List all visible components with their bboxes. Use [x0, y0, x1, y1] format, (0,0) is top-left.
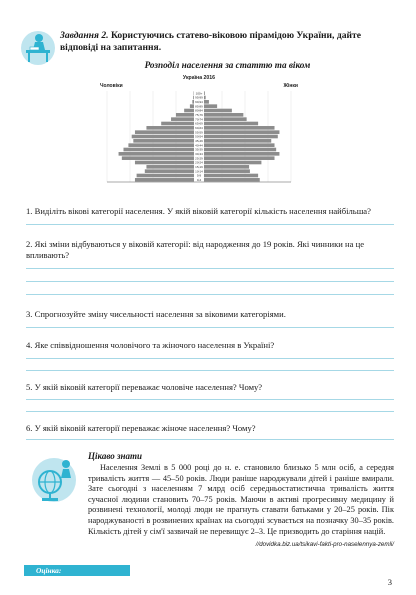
answer-line[interactable]	[26, 327, 394, 328]
age-group-label: 55-59	[195, 130, 203, 135]
bar-female-65-69	[204, 122, 258, 126]
bar-female-30-34	[204, 152, 279, 156]
bar-male-20-24	[135, 161, 194, 165]
bar-female-85-89	[204, 104, 217, 108]
age-group-label: 20-24	[195, 160, 203, 165]
age-group-label: 5-9	[196, 173, 202, 178]
age-group-label: 15-19	[195, 165, 203, 170]
age-group-label: 65-69	[195, 121, 203, 126]
pyramid-left-label: Чоловіки	[100, 83, 123, 89]
answer-line[interactable]	[26, 294, 394, 295]
bar-female-75-79	[204, 113, 243, 117]
bar-female-10-14	[204, 169, 250, 173]
age-group-label: 85-89	[195, 104, 203, 109]
bar-female-50-54	[204, 135, 278, 139]
age-group-label: 75-79	[195, 113, 203, 118]
question-3: 3. Спрогнозуйте зміну чисельності населення за віковими категоріями.	[26, 309, 286, 319]
bar-male-15-19	[146, 165, 194, 169]
bar-female-15-19	[204, 165, 249, 169]
pyramid-title: Україна 2016	[182, 75, 216, 81]
bar-female-45-49	[204, 139, 271, 143]
answer-line[interactable]	[26, 411, 394, 412]
interesting-heading: Цікаво знати	[88, 451, 143, 461]
population-pyramid-chart	[94, 72, 304, 194]
pyramid-svg	[94, 72, 304, 194]
question-4: 4. Яке співвідношення чоловічого та жіночого населення в Україні?	[26, 340, 275, 350]
age-group-label: 70-74	[195, 117, 203, 122]
bar-male-85-89	[190, 104, 194, 108]
bar-male-90-94	[192, 100, 194, 104]
answer-line[interactable]	[26, 268, 394, 269]
bar-male-60-64	[146, 126, 194, 130]
answer-line[interactable]	[26, 281, 394, 282]
age-group-label: 35-39	[195, 147, 203, 152]
bar-female-90-94	[204, 100, 209, 104]
bar-male-30-34	[119, 152, 194, 156]
age-group-label: 10-14	[195, 169, 203, 174]
bar-female-5-9	[204, 174, 258, 178]
bar-male-35-39	[123, 148, 194, 152]
age-group-label: 40-44	[195, 143, 203, 148]
grade-label: Оцінка:	[24, 565, 130, 576]
bar-male-75-79	[176, 113, 194, 117]
interesting-body: Населення Землі в 5 000 році до н. е. становило близько 5 млн осіб, а середня тривалість життя — 45–50 років. Люди раніше народжували дітей і раніше вмирали. Зате сьогодні з населенням 7 млрд осіб середньостатистична тривалість життя сучасної людини становить 70–75 років. Маючи в активі прогресивну медицину й розвинені технології, молоді люди не прагнуть ставати батьками у 20–25 років. Пік народжуваності в розвинених країнах на сьогодні зсувається на позначку 30–35 років. Кількість дітей у сім'ї зазвичай не перевищує 2–3. Це призводить до старіння націй.	[88, 463, 394, 536]
age-group-label: 45-49	[195, 139, 203, 144]
bar-female-0-4	[204, 178, 260, 182]
age-group-label: 25-29	[195, 156, 203, 161]
question-2: 2. Які зміни відбуваються у віковій категорії: від народження до 19 років. Які чинники на це впливають?	[26, 239, 365, 260]
bar-female-35-39	[204, 148, 276, 152]
age-group-label: 60-64	[195, 126, 203, 131]
age-group-label: 80-84	[195, 108, 203, 113]
source-link[interactable]: //dovidka.biz.ua/tsikavi-fakti-pro-naselennya-zemli/	[255, 541, 394, 548]
bar-male-50-54	[132, 135, 194, 139]
bar-female-70-74	[204, 117, 247, 121]
student-with-globe-icon	[30, 452, 78, 504]
bar-male-65-69	[161, 122, 194, 126]
answer-line[interactable]	[26, 439, 394, 440]
bar-male-10-14	[145, 169, 194, 173]
bar-female-55-59	[204, 130, 279, 134]
question-5: 5. У якій віковій категорії переважає чоловіче населення? Чому?	[26, 382, 263, 392]
chart-caption: Розподіл населення за статтю та віком	[144, 60, 311, 70]
bar-male-95-99	[193, 96, 194, 100]
bar-male-80-84	[184, 109, 194, 113]
task-number: Завдання 2.	[60, 30, 109, 41]
bar-female-40-44	[204, 143, 275, 147]
age-group-label: 50-54	[195, 134, 203, 139]
age-group-label: 0-4	[196, 178, 202, 183]
bar-female-100+	[204, 91, 205, 95]
bar-male-40-44	[128, 143, 194, 147]
task-text: Користуючись статево-віковою пірамідою України, дайте відповіді на запитання.	[60, 30, 361, 53]
answer-line[interactable]	[26, 370, 394, 371]
bar-female-80-84	[204, 109, 232, 113]
age-group-label: 30-34	[195, 152, 203, 157]
bar-female-20-24	[204, 161, 261, 165]
answer-line[interactable]	[26, 358, 394, 359]
age-group-label: 95-99	[195, 95, 203, 100]
bar-male-5-9	[137, 174, 194, 178]
age-group-label: 100+	[195, 91, 203, 96]
bar-male-25-29	[122, 156, 194, 160]
pyramid-right-label: Жінки	[283, 83, 298, 89]
bar-female-25-29	[204, 156, 275, 160]
answer-line[interactable]	[26, 224, 394, 225]
bar-male-70-74	[171, 117, 194, 121]
bar-male-45-49	[133, 139, 194, 143]
bar-female-95-99	[204, 96, 206, 100]
bar-male-55-59	[135, 130, 194, 134]
bar-male-0-4	[135, 178, 194, 182]
age-group-label: 90-94	[195, 100, 203, 105]
answer-line[interactable]	[26, 399, 394, 400]
question-6: 6. У якій віковій категорії переважає жіноче населення? Чому?	[26, 423, 256, 433]
task-statement	[60, 30, 395, 54]
bar-female-60-64	[204, 126, 275, 130]
student-at-desk-icon	[20, 28, 56, 66]
page-number: 3	[387, 577, 392, 587]
question-1: 1. Виділіть вікові категорії населення. У якій віковій категорії кількість населення найбільша?	[26, 206, 371, 216]
